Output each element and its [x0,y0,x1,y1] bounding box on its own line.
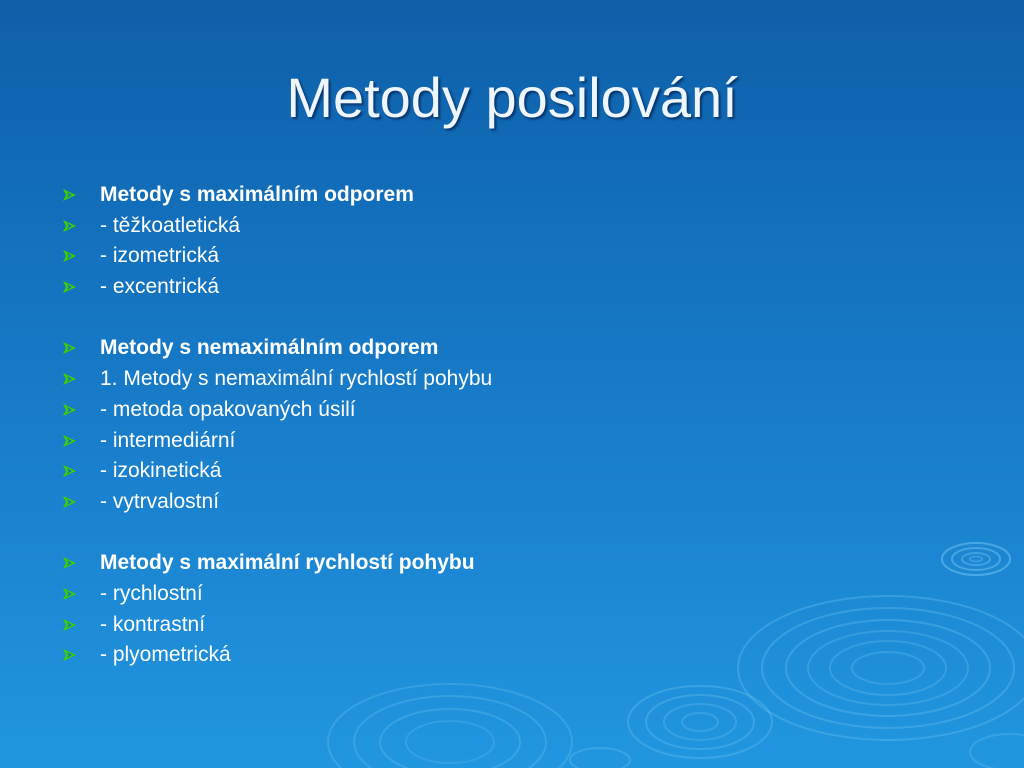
list-item-text: - intermediární [100,428,236,452]
arrowhead-bullet-icon [63,342,76,354]
list-item-text: - vytrvalostní [100,489,220,513]
list-item-text: - excentrická [100,275,220,299]
list-item-text: - kontrastní [100,612,206,636]
list-item-text: Metody s maximální rychlostí pohybu [100,551,475,575]
arrowhead-bullet-icon [63,435,76,447]
list-item-text: Metody s nemaximálním odporem [100,336,439,360]
list-item-text: - izometrická [100,244,220,268]
list-item-text: - izokinetická [100,459,222,483]
list-item-text: 1. Metody s nemaximální rychlostí pohybu [100,367,493,391]
arrowhead-bullet-icon [63,220,76,232]
list-item [0,610,492,641]
list-item-text: - těžkoatletická [100,213,241,237]
list-spacer [0,518,492,549]
arrowhead-bullet-icon [63,649,76,661]
bullet-list [0,180,492,671]
list-item-text: - plyometrická [100,643,231,667]
arrowhead-bullet-icon [63,619,76,631]
list-item [0,640,492,671]
list-heading-item [0,180,492,211]
arrowhead-bullet-icon [63,373,76,385]
list-item [0,395,492,426]
list-heading-item [0,548,492,579]
arrowhead-bullet-icon [63,189,76,201]
list-item [0,211,492,242]
list-heading-item [0,333,492,364]
slide-title: Metody posilování [286,66,738,129]
list-item [0,241,492,272]
arrowhead-bullet-icon [63,557,76,569]
list-item-text: Metody s maximálním odporem [100,183,414,206]
list-item [0,272,492,303]
arrowhead-bullet-icon [63,281,76,293]
list-item-text: - metoda opakovaných úsilí [100,397,356,421]
list-item [0,456,492,487]
list-item [0,487,492,518]
list-item [0,364,492,395]
list-item-text: - rychlostní [100,581,203,605]
arrowhead-bullet-icon [63,465,76,477]
list-item [0,579,492,610]
list-spacer [0,303,492,334]
arrowhead-bullet-icon [63,250,76,262]
arrowhead-bullet-icon [63,588,76,600]
arrowhead-bullet-icon [63,496,76,508]
list-item [0,426,492,457]
arrowhead-bullet-icon [63,404,76,416]
